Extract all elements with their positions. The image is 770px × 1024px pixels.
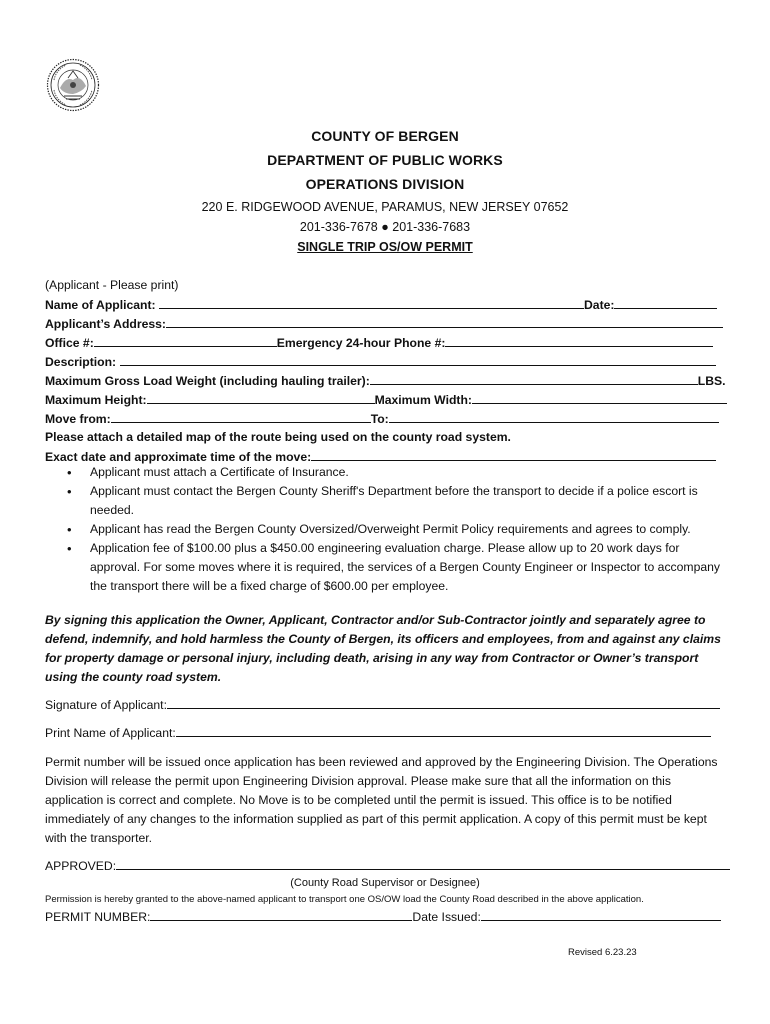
gross-weight-row (45, 373, 726, 388)
date-issued-field[interactable] (481, 909, 721, 921)
emergency-phone-field[interactable] (445, 335, 713, 347)
description-label: Description: (45, 355, 117, 369)
permission-text: Permission is hereby granted to the above-named applicant to transport one OS/OW load the County Road described in the above application. (45, 894, 644, 905)
approved-field[interactable] (116, 858, 730, 870)
emergency-label: Emergency 24-hour Phone #: (276, 336, 446, 350)
move-to-field[interactable] (389, 411, 719, 423)
width-label: Maximum Width: (374, 393, 472, 407)
signature-row (45, 697, 720, 712)
permit-number-row (45, 909, 721, 924)
route-row (45, 411, 719, 426)
date-label: Date: (584, 298, 615, 312)
requirements-list (45, 463, 725, 596)
name-field[interactable] (159, 297, 584, 309)
exact-date-row (45, 449, 716, 464)
signature-label: Signature of Applicant: (45, 698, 167, 712)
gross-weight-field[interactable] (370, 373, 698, 385)
supervisor-caption: (County Road Supervisor or Designee) (290, 877, 480, 889)
division-title: OPERATIONS DIVISION (305, 176, 465, 192)
requirement-item: • Applicant must attach a Certificate of Insurance. (45, 463, 725, 482)
requirement-item: • Applicant must contact the Bergen County Sheriff's Department before the transport to decide if a police escort is needed. (45, 482, 725, 520)
address-label: Applicant’s Address: (45, 317, 166, 331)
permit-notice: Permit number will be issued once application has been reviewed and approved by the Engineering Division. The Operations Division will release the permit upon Engineering Division approval. Please make sure that all the information on this application is correct and complete. No Move is to be completed until the permit is issued. This office is to be notified immediately of any changes to the information supplied as part of this permit application. A copy of this permit must be kept with the transporter. (45, 755, 718, 845)
lbs-label: LBS. (697, 374, 726, 388)
county-seal-logo (46, 58, 100, 112)
map-note: Please attach a detailed map of the route being used on the county road system. (45, 430, 511, 444)
indemnity-clause: By signing this application the Owner, Applicant, Contractor and/or Sub-Contractor jointly and separately agree to defend, indemnify, and hold harmless the County of Bergen, its officers and employees, from and against any claims for property damage or personal injury, including death, arising in any way from Contractor or Owner’s transport using the county road system. (45, 613, 721, 684)
move-from-label: Move from: (45, 412, 111, 426)
permit-title: SINGLE TRIP OS/OW PERMIT (297, 240, 473, 254)
permit-number-label: PERMIT NUMBER: (45, 910, 151, 924)
date-field[interactable] (614, 297, 717, 309)
exact-date-label: Exact date and approximate time of the move: (45, 450, 312, 464)
office-label: Office #: (45, 336, 94, 350)
gross-weight-label: Maximum Gross Load Weight (including hauling trailer): (45, 374, 370, 388)
name-label: Name of Applicant: (45, 298, 156, 312)
move-from-field[interactable] (111, 411, 371, 423)
print-name-field[interactable] (176, 725, 711, 737)
approved-row (45, 858, 730, 873)
permit-number-field[interactable] (150, 909, 412, 921)
width-field[interactable] (472, 392, 727, 404)
print-name-label: Print Name of Applicant: (45, 726, 176, 740)
to-label: To: (370, 412, 389, 426)
date-issued-label: Date Issued: (412, 910, 481, 924)
requirement-item: • Application fee of $100.00 plus a $450.00 engineering evaluation charge. Please allow up to 20 work days for approval. For some moves where it is required, the services of a Bergen County Engineer or Inspector to accompany the transport there will be a fixed charge of $600.00 per employee. (45, 539, 725, 596)
print-instruction: (Applicant - Please print) (45, 278, 179, 292)
requirement-item: • Applicant has read the Bergen County Oversized/Overweight Permit Policy requirements and agrees to comply. (45, 520, 725, 539)
office-phone-field[interactable] (94, 335, 277, 347)
print-name-row (45, 725, 711, 740)
dimensions-row (45, 392, 727, 407)
description-field[interactable] (120, 354, 716, 366)
height-label: Maximum Height: (45, 393, 147, 407)
description-row (45, 354, 716, 369)
department-title: DEPARTMENT OF PUBLIC WORKS (267, 152, 503, 168)
approved-label: APPROVED: (45, 859, 117, 873)
revision-note: Revised 6.23.23 (568, 947, 637, 958)
signature-field[interactable] (167, 697, 720, 709)
office-row (45, 335, 713, 350)
county-title: COUNTY OF BERGEN (311, 128, 459, 144)
name-row (45, 297, 717, 312)
address-field[interactable] (166, 316, 723, 328)
exact-date-field[interactable] (311, 449, 716, 461)
height-field[interactable] (147, 392, 375, 404)
address-line: 220 E. RIDGEWOOD AVENUE, PARAMUS, NEW JERSEY 07652 (201, 200, 569, 214)
address-row (45, 316, 723, 331)
phone-line: 201-336-7678 ● 201-336-7683 (299, 220, 471, 234)
